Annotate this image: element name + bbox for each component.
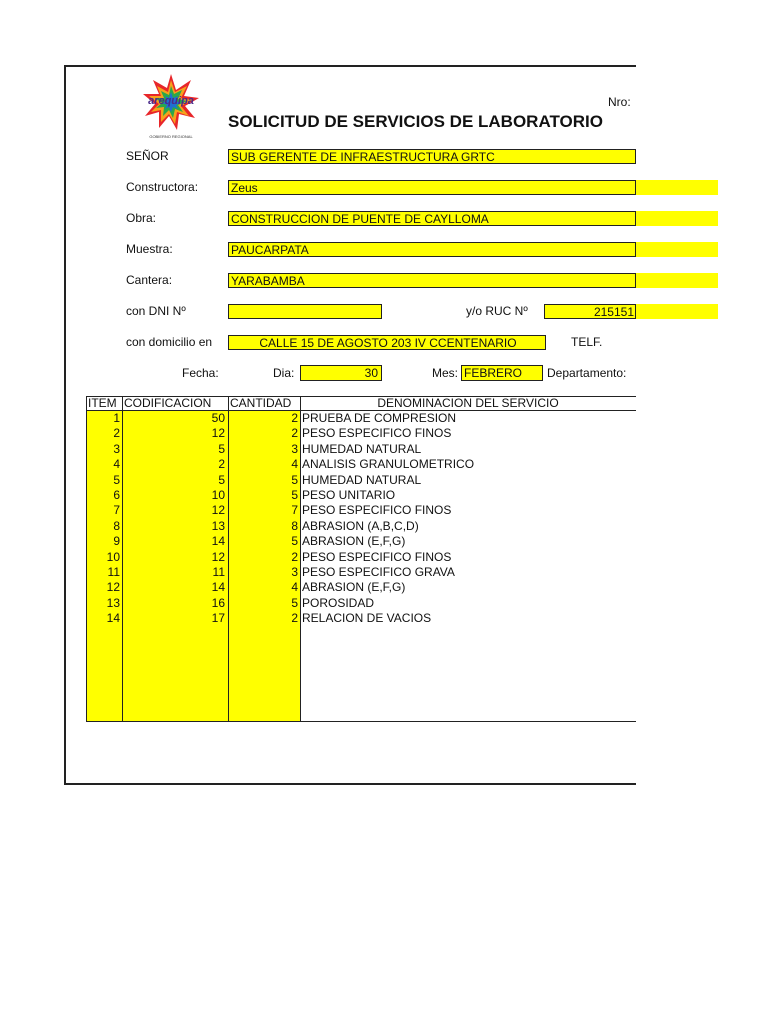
cell-cantidad[interactable]: 5 xyxy=(291,488,298,502)
muestra-field-overflow xyxy=(636,242,718,257)
cell-servicio[interactable]: HUMEDAD NATURAL xyxy=(302,441,422,456)
muestra-field[interactable]: PAUCARPATA xyxy=(228,242,636,257)
cantera-field[interactable]: YARABAMBA xyxy=(228,273,636,288)
mes-label: Mes: xyxy=(432,366,459,380)
cell-servicio[interactable]: ABRASION (E,F,G) xyxy=(302,534,406,549)
cell-item[interactable]: 9 xyxy=(113,534,120,549)
domicilio-field[interactable]: CALLE 15 DE AGOSTO 203 IV CCENTENARIO xyxy=(228,335,546,350)
cell-cantidad[interactable]: 2 xyxy=(291,426,298,441)
cell-cantidad[interactable]: 2 xyxy=(291,611,298,626)
dni-field[interactable] xyxy=(228,304,382,319)
cell-servicio[interactable]: PESO ESPECIFICO FINOS xyxy=(302,503,452,518)
cell-item[interactable]: 4 xyxy=(113,457,120,472)
fecha-label: Fecha: xyxy=(182,366,219,380)
cell-servicio[interactable]: ABRASION (E,F,G) xyxy=(302,580,406,595)
ruc-label: y/o RUC Nº xyxy=(466,304,528,318)
obra-label: Obra: xyxy=(126,211,157,225)
cell-codificacion[interactable]: 12 xyxy=(211,503,225,518)
header-servicio: DENOMINACION DEL SERVICIO xyxy=(377,396,559,410)
table-divider-3 xyxy=(300,396,301,722)
cell-item[interactable]: 8 xyxy=(113,518,120,533)
cell-cantidad[interactable]: 2 xyxy=(291,411,298,425)
constructora-field[interactable]: Zeus xyxy=(228,180,636,195)
table-bottom-border xyxy=(86,721,636,722)
page-title: SOLICITUD DE SERVICIOS DE LABORATORIO xyxy=(228,112,603,131)
cell-item[interactable]: 12 xyxy=(106,580,120,595)
cell-servicio[interactable]: POROSIDAD xyxy=(302,595,375,610)
mes-field[interactable]: FEBRERO xyxy=(461,365,543,381)
logo-text: arequipa xyxy=(148,95,194,107)
header-codificacion: CODIFICACION xyxy=(124,396,212,410)
cell-item[interactable]: 5 xyxy=(113,472,120,487)
departamento-label: Departamento: xyxy=(547,366,627,380)
cell-codificacion[interactable]: 12 xyxy=(211,426,225,441)
dia-label: Dia: xyxy=(273,366,295,380)
cell-codificacion[interactable]: 5 xyxy=(218,441,225,456)
dni-label: con DNI Nº xyxy=(126,304,186,318)
cell-servicio[interactable]: ABRASION (A,B,C,D) xyxy=(302,518,419,533)
regional-government-logo xyxy=(141,72,201,142)
cell-servicio[interactable]: PRUEBA DE COMPRESION xyxy=(302,411,457,425)
header-cantidad: CANTIDAD xyxy=(230,396,292,410)
cell-cantidad[interactable]: 3 xyxy=(291,441,298,456)
cell-cantidad[interactable]: 4 xyxy=(291,457,298,472)
cell-codificacion[interactable]: 11 xyxy=(212,565,225,579)
cell-item[interactable]: 2 xyxy=(113,426,120,441)
ruc-field[interactable]: 215151 xyxy=(544,304,636,319)
dia-field[interactable]: 30 xyxy=(300,365,382,381)
domicilio-label: con domicilio en xyxy=(126,335,213,349)
cell-codificacion[interactable]: 2 xyxy=(218,457,225,472)
cell-codificacion[interactable]: 14 xyxy=(211,580,225,595)
obra-field[interactable]: CONSTRUCCION DE PUENTE DE CAYLLOMA xyxy=(228,211,636,226)
cell-cantidad[interactable]: 5 xyxy=(291,595,298,610)
cell-codificacion[interactable]: 12 xyxy=(211,549,225,564)
obra-field-overflow xyxy=(636,211,718,226)
cell-servicio[interactable]: PESO ESPECIFICO FINOS xyxy=(302,426,452,441)
cell-item[interactable]: 3 xyxy=(113,441,120,456)
senor-field[interactable]: SUB GERENTE DE INFRAESTRUCTURA GRTC xyxy=(228,149,636,164)
cell-cantidad[interactable]: 3 xyxy=(291,565,298,579)
cell-servicio[interactable]: PESO UNITARIO xyxy=(302,488,396,502)
telf-label: TELF. xyxy=(571,335,603,349)
nro-label: Nro: xyxy=(608,95,631,109)
cell-item[interactable]: 1 xyxy=(113,411,120,425)
cell-item[interactable]: 7 xyxy=(113,503,120,518)
muestra-label: Muestra: xyxy=(126,242,173,256)
cell-codificacion[interactable]: 50 xyxy=(211,411,225,425)
header-item: ITEM xyxy=(88,396,117,410)
cantera-field-overflow xyxy=(636,273,718,288)
senor-label: SEÑOR xyxy=(126,149,169,163)
cell-item[interactable]: 13 xyxy=(106,595,120,610)
cell-item[interactable]: 6 xyxy=(113,488,120,502)
logo-subtext: GOBIERNO REGIONAL xyxy=(149,134,193,139)
cell-codificacion[interactable]: 17 xyxy=(211,611,225,626)
cell-codificacion[interactable]: 16 xyxy=(211,595,225,610)
ruc-field-overflow xyxy=(636,304,718,319)
constructora-label: Constructora: xyxy=(126,180,199,194)
cell-item[interactable]: 14 xyxy=(106,611,120,626)
cell-codificacion[interactable]: 13 xyxy=(211,518,225,533)
cell-codificacion[interactable]: 5 xyxy=(218,472,225,487)
constructora-field-overflow xyxy=(636,180,718,195)
cell-cantidad[interactable]: 5 xyxy=(291,472,298,487)
cell-servicio[interactable]: HUMEDAD NATURAL xyxy=(302,472,422,487)
cell-servicio[interactable]: PESO ESPECIFICO GRAVA xyxy=(302,565,455,579)
cell-cantidad[interactable]: 7 xyxy=(291,503,298,518)
cell-cantidad[interactable]: 5 xyxy=(291,534,298,549)
cell-codificacion[interactable]: 14 xyxy=(211,534,225,549)
cell-servicio[interactable]: RELACION DE VACIOS xyxy=(302,611,432,626)
cell-cantidad[interactable]: 2 xyxy=(291,549,298,564)
cell-servicio[interactable]: PESO ESPECIFICO FINOS xyxy=(302,549,452,564)
cell-item[interactable]: 11 xyxy=(107,565,120,579)
cantera-label: Cantera: xyxy=(126,273,173,287)
cell-servicio[interactable]: ANALISIS GRANULOMETRICO xyxy=(302,457,475,472)
cell-cantidad[interactable]: 4 xyxy=(291,580,298,595)
cell-item[interactable]: 10 xyxy=(106,549,120,564)
cell-codificacion[interactable]: 10 xyxy=(211,488,225,502)
cell-cantidad[interactable]: 8 xyxy=(291,518,298,533)
